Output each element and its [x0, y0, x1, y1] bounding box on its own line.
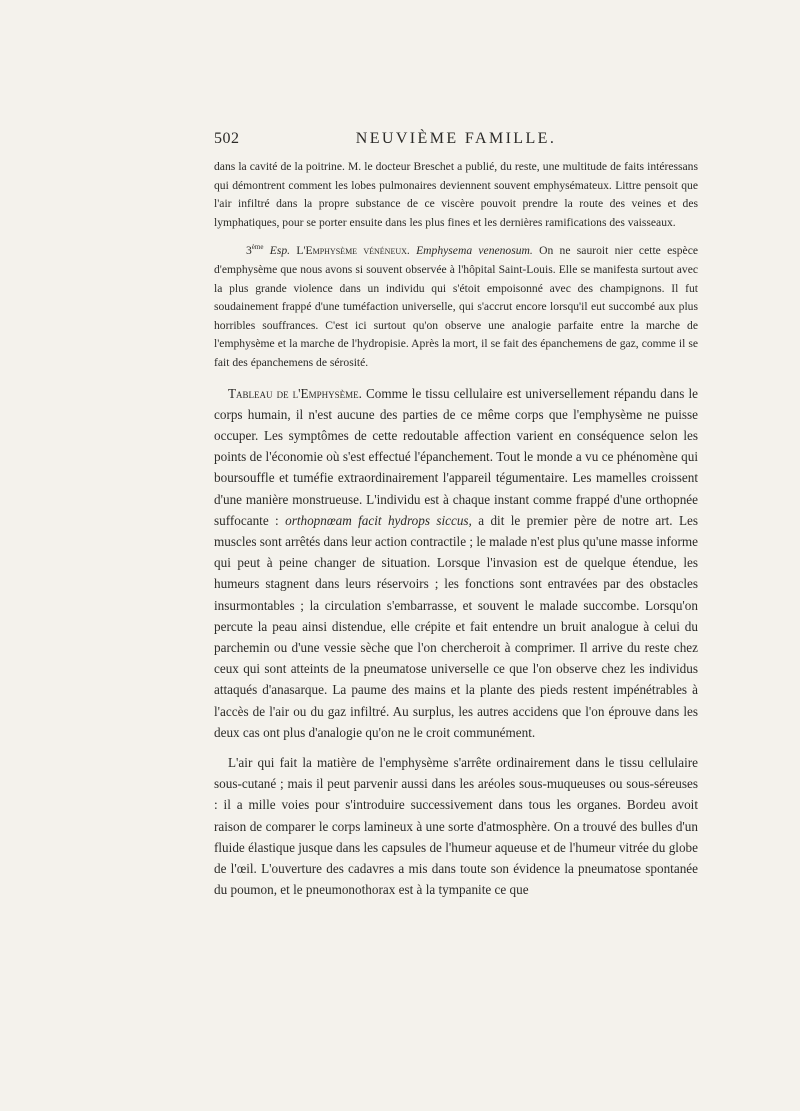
section-title: Tableau de l'Emphysème.: [228, 385, 362, 401]
paragraph-air: L'air qui fait la matière de l'emphysème s'arrête ordinairement dans le tissu cellulaire sous-cutané ; mais il peut parvenir aussi dans les aréoles sous-muqueuses ou sous-séreuses : il a mille voies pour s'introduire successivement dans tous les organes. Bordeu avoit raison de comparer le corps lamineux à une sorte d'atmosphère. On a trouvé des bulles d'un fluide élastique jusque dans les capsules de l'humeur aqueuse et de l'humeur vitrée du globe de l'œil. L'ouverture des cadavres a mis dans toute son évidence la pneumatose spontanée du poumon, et le pneumonothorax est à la tympanite ce que: [214, 754, 698, 898]
page-header: [214, 130, 698, 152]
latin-quote: orthopnœam facit hydrops siccus,: [285, 512, 472, 528]
species-abbrev: Esp.: [269, 244, 291, 258]
species-number: 3: [246, 244, 252, 258]
tableau-text-b: a dit le premier père de notre art. Les muscles sont arrêtés dans leur action contractile ; le malade n'est plus qu'une masse informe qui peut à peine changer de situation. Lorsque l'invasion est de quelque étendue, les humeurs stagnent dans leurs réservoirs ; les fonctions sont entravées par des obstacles insurmontables ; la circulation s'embarrasse, et souvent le malade succombe. Lorsqu'on percute la peau ainsi distendue, elle crépite et fait entendre un bruit analogue à celui du parchemin ou d'une vessie sèche que l'on chercheroit à comprimer. Il arrive du reste chez ceux qui sont atteints de la pneumatose universelle ce que l'on observe chez les individus attaqués d'anasarque. La paume des mains et la plante des pieds restent impénétrables à l'accès de l'air ou du gaz infiltré. Au surplus, les autres accidens que l'on éprouve dans les deux cas ont plus d'analogie qu'on ne le croit communément.: [214, 512, 698, 740]
page-number: 502: [214, 130, 240, 147]
paragraph-tableau: [214, 383, 698, 743]
species-title: L'Emphysème vénéneux.: [296, 244, 410, 258]
body-text: [214, 158, 698, 900]
species-latin-name: Emphysema venenosum.: [416, 244, 533, 258]
small-text-block: [214, 158, 698, 373]
paragraph-species: [214, 242, 698, 372]
species-text: On ne sauroit nier cette espèce d'emphysème que nous avons si souvent observée à l'hôpital Saint-Louis. Elle se manifesta surtout avec la plus grande violence dans un individu qui s'étoit empoisonné avec des champignons. Il fut soudainement frappé d'une tuméfaction universelle, qui s'accrut encore lorsqu'il eut succombé aux plus horribles souffrances. C'est ici surtout qu'on observe une analogie parfaite entre la marche de l'emphysème et la marche de l'hydropisie. Après la mort, il se fait des épanchemens de gaz, comme il se fait des épanchemens de sérosité.: [214, 244, 698, 369]
running-head: NEUVIÈME FAMILLE.: [355, 130, 557, 147]
species-number-suffix: ème: [251, 243, 264, 252]
paragraph-continuation: dans la cavité de la poitrine. M. le docteur Breschet a publié, du reste, une multitude de faits intéressans qui démontrent comment les lobes pulmonaires deviennent souvent emphysémateux. Littre pensoit que l'air infiltré dans la propre substance de ce viscère pouvoit prendre la route des veines et des lymphatiques, pour se porter ensuite dans les plus fines et les dernières ramifications des vaisseaux.: [214, 160, 698, 229]
tableau-text-a: Comme le tissu cellulaire est universellement répandu dans le corps humain, il n'est aucune des parties de ce même corps que l'emphysème ne puisse occuper. Les symptômes de cette redoutable affection varient en conséquence selon les points de l'économie où s'est effectué l'épanchement. Tout le monde a vu ce phénomène qui boursouffle et tuméfie extraordinairement l'appareil tégumentaire. Les mamelles croissent d'une manière monstrueuse. L'individu est à chaque instant comme frappé d'une orthopnée suffocante :: [214, 385, 698, 528]
